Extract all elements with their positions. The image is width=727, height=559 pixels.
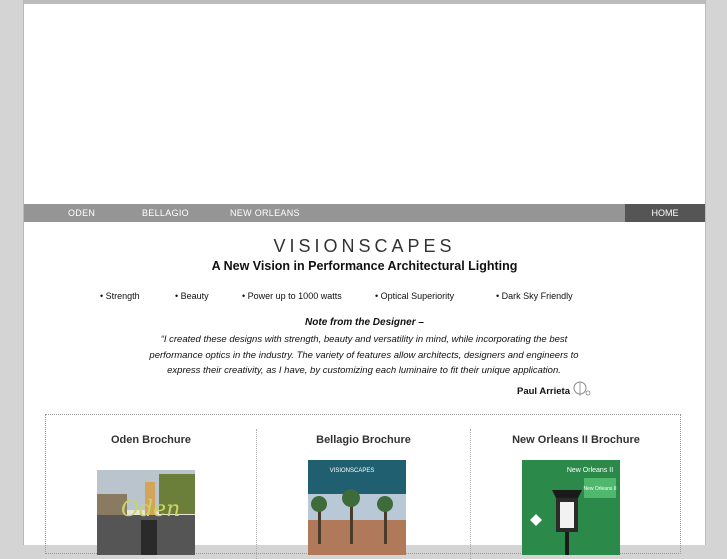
brochure-cover-new-orleans[interactable] — [522, 460, 620, 555]
designer-signature: Paul Arrieta — [517, 386, 570, 397]
brochure-title-bellagio[interactable]: Bellagio Brochure — [316, 434, 411, 446]
nav-item-oden[interactable]: ODEN — [68, 208, 96, 218]
tagline: A New Vision in Performance Architectural Lighting — [211, 259, 518, 273]
brand-title: VISIONSCAPES — [273, 236, 456, 256]
brochure-title-oden[interactable]: Oden Brochure — [110, 434, 192, 446]
feature-power: • Power up to 1000 watts — [242, 291, 342, 301]
feature-optical: • Optical Superiority — [375, 291, 455, 301]
bellagio-cover-text: VISIONSCAPES — [329, 468, 375, 474]
feature-dark-sky: • Dark Sky Friendly — [496, 291, 573, 301]
brochure-bellagio[interactable] — [257, 415, 470, 555]
note-title: Note from the Designer – — [305, 317, 424, 328]
nav-item-bellagio[interactable]: BELLAGIO — [142, 208, 189, 218]
note-body: “I created these designs with strength, beauty and versatility in mind, while incorporating the best performance optics in the industry. The variety of features allow architects, designers and engineers to express their creativity, as I have, by customizing each luminaire to fit their unique application. — [149, 334, 579, 376]
designer-mark-icon — [572, 379, 592, 399]
new-orleans-cover-text: New Orleans II — [566, 467, 614, 474]
brochure-new-orleans[interactable] — [471, 415, 681, 555]
main-nav — [24, 204, 705, 222]
brochure-oden[interactable] — [46, 415, 256, 555]
brochure-title-new-orleans[interactable]: New Orleans II Brochure — [512, 434, 640, 446]
brochure-panel — [45, 414, 681, 554]
page-container — [23, 0, 706, 545]
brochure-cover-bellagio[interactable] — [308, 460, 406, 555]
feature-strength: • Strength — [100, 291, 140, 301]
nav-item-home[interactable]: HOME — [625, 204, 705, 222]
oden-cover-text: Oden — [121, 497, 181, 522]
new-orleans-cover-sub: New Orleans II — [583, 486, 617, 492]
nav-item-new-orleans[interactable]: NEW ORLEANS — [230, 208, 300, 218]
brochure-cover-oden[interactable] — [97, 460, 195, 555]
hero-banner — [24, 4, 705, 203]
feature-beauty: • Beauty — [175, 291, 209, 301]
